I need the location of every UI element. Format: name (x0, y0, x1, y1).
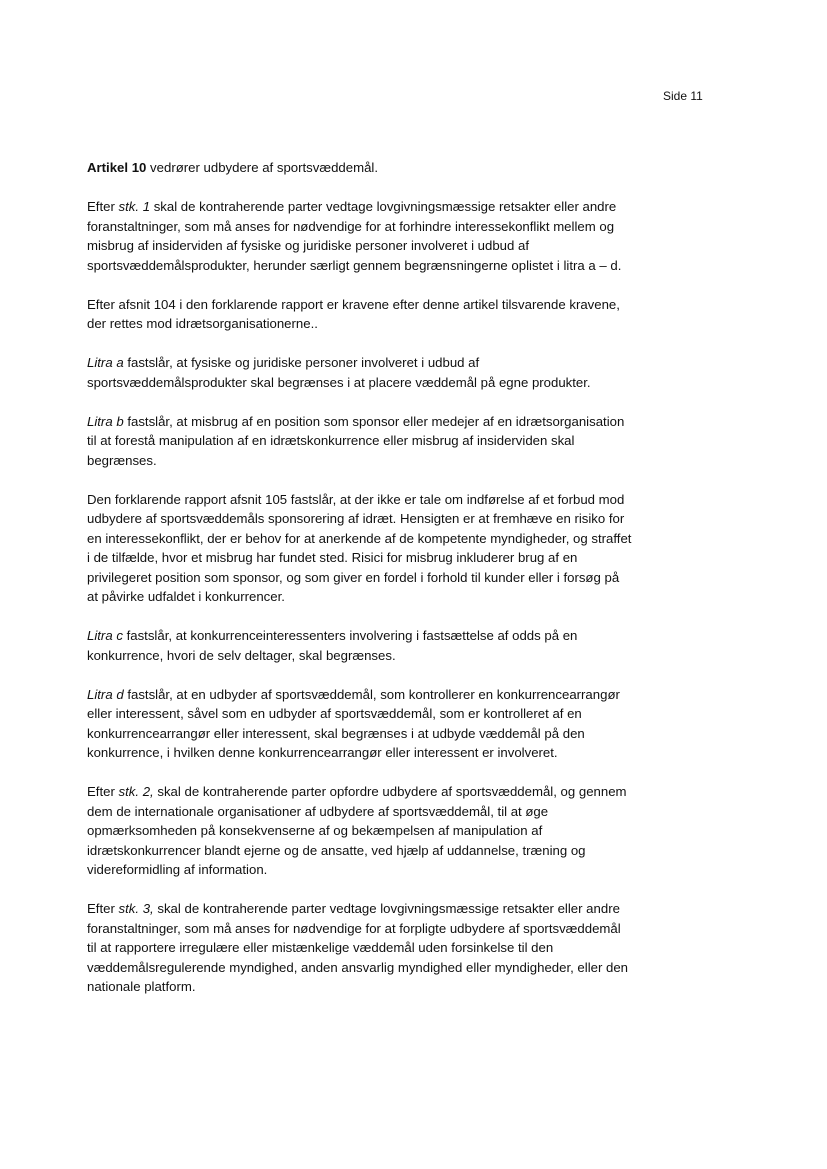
reference-stk-2: stk. 2, (118, 784, 154, 799)
reference-litra-c: Litra c (87, 628, 123, 643)
paragraph-article-10: Artikel 10 vedrører udbydere af sportsvæddemål. (87, 160, 379, 175)
paragraph-afsnit-104: Efter afsnit 104 i den forklarende rapport er kravene efter denne artikel tilsvarende kravene, der rettes mod idrætsorganisationerne.. (87, 296, 620, 331)
paragraph-litra-a: Litra a fastslår, at fysiske og juridiske personer involveret i udbud af sportsvæddemålsprodukter skal begrænses i at placere væddemål på egne produkter. (87, 355, 591, 390)
reference-litra-b: Litra b (87, 413, 124, 429)
paragraph-stk-1: Efter stk. 1 skal de kontraherende parter vedtage lovgivningsmæssige retsakter eller andre foranstaltninger, som må anses for nødvendige for at forhindre interessekonflikt mellem og misbrug af insiderviden af fysiske og juridiske personer involveret i udbud af sportsvæddemålsprodukter, herunder særligt gennem begrænsningerne oplistet i litra a – d. (87, 199, 622, 273)
paragraph-litra-d: Litra d fastslår, at en udbyder af sportsvæddemål, som kontrollerer en konkurrencearrangør eller interessent, såvel som en udbyder af sportsvæddemål, som er kontrolleret af en konkurrencearrangør eller interessent, skal begrænses i at udbyde væddemål på den konkurrence, i hvilken denne konkurrencearrangør eller interessent er involveret. (87, 686, 620, 760)
paragraph-stk-3: Efter stk. 3, skal de kontraherende parter vedtage lovgivningsmæssige retsakter eller andre foranstaltninger, som må anses for nødvendige for at forpligte udbydere af sportsvæddemål til at rapportere irregulære eller mistænkelige væddemål uden forsinkelse til den væddemålsregulerende myndighed, anden ansvarlig myndighed eller myndigheder, eller den nationale platform. (87, 901, 629, 994)
paragraph-afsnit-105: Den forklarende rapport afsnit 105 fastslår, at der ikke er tale om indførelse af et forbud mod udbydere af sportsvæddemåls sponsorering af idræt. Hensigten er at fremhæve en risiko for en interessekonflikt, der er behov for at anerkende af de kompetente myndigheder, og straffet i de tilfælde, hvor et misbrug har fundet sted. Risici for misbrug inkluderer brug af en privilegeret position som sponsor, og som giver en fordel i forhold til kunder eller i forsøg på at påvirke udfaldet i konkurrencer. (87, 491, 632, 604)
reference-litra-a: Litra a (87, 355, 124, 370)
reference-stk-1: stk. 1 (118, 199, 151, 214)
page-number: Side 11 (663, 89, 703, 103)
paragraph-litra-c: Litra c fastslår, at konkurrenceinteressenters involvering i fastsættelse af odds på en konkurrence, hvori de selv deltager, skal begrænses. (87, 628, 578, 663)
reference-litra-d: Litra d (87, 686, 124, 702)
reference-stk-3: stk. 3, (118, 901, 154, 916)
document-body (87, 158, 632, 1016)
paragraph-stk-2: Efter stk. 2, skal de kontraherende parter opfordre udbydere af sportsvæddemål, og gennem dem de internationale organisationer af udbydere af sportsvæddemål, til at øge opmærksomheden på konsekvenserne af og bekæmpelsen af manipulation af idrætskonkurrencer blandt ejerne og de ansatte, ved hjælp af uddannelse, træning og videreformidling af information. (87, 784, 627, 877)
article-heading: Artikel 10 (87, 160, 147, 175)
paragraph-litra-b: Litra b fastslår, at misbrug af en position som sponsor eller medejer af en idrætsorganisation til at forestå manipulation af en idrætskonkurrence eller misbrug af insiderviden skal begrænses. (87, 413, 625, 468)
